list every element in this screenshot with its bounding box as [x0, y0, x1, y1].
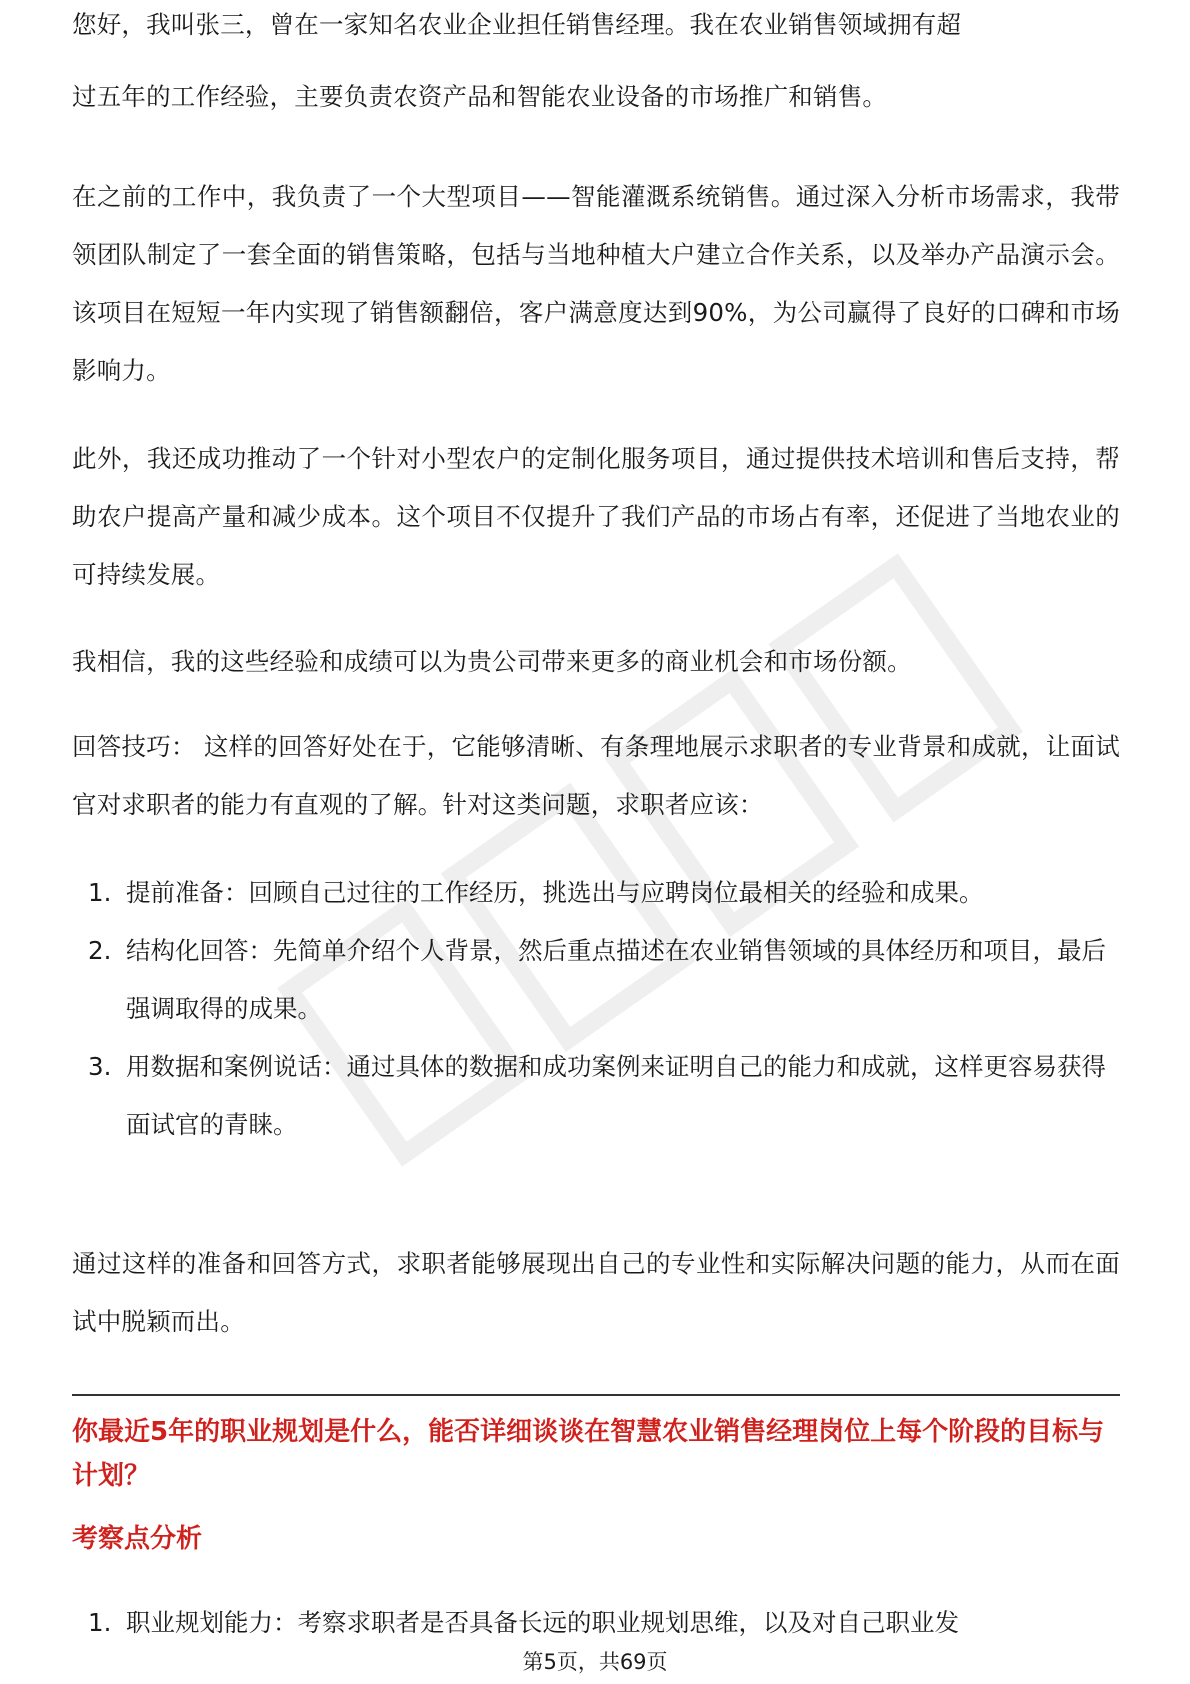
tips-list	[72, 864, 1120, 1154]
list-item-text: 职业规划能力：考察求职者是否具备长远的职业规划思维，以及对自己职业发	[126, 1608, 959, 1637]
paragraph-experience-summary: 过五年的工作经验，主要负责农资产品和智能农业设备的市场推广和销售。	[72, 82, 888, 111]
list-item	[72, 864, 1120, 922]
list-item	[72, 1038, 1120, 1154]
paragraph-conclusion: 通过这样的准备和回答方式，求职者能够展现出自己的专业性和实际解决问题的能力，从而在面试中脱颖而出。	[72, 1249, 1120, 1336]
paragraph-custom-service-project: 此外，我还成功推动了一个针对小型农户的定制化服务项目，通过提供技术培训和售后支持，帮助农户提高产量和减少成本。这个项目不仅提升了我们产品的市场占有率，还促进了当地农业的可持续发展。	[72, 444, 1120, 589]
analysis-list	[72, 1594, 1120, 1652]
list-item	[72, 1594, 1120, 1652]
list-item-text: 提前准备：回顾自己过往的工作经历，挑选出与应聘岗位最相关的经验和成果。	[126, 878, 984, 907]
paragraph-closing-statement: 我相信，我的这些经验和成绩可以为贵公司带来更多的商业机会和市场份额。	[72, 647, 912, 676]
list-item	[72, 922, 1120, 1038]
top-cut-line	[72, 10, 1120, 62]
paragraph-answer-tips: 回答技巧： 这样的回答好处在于，它能够清晰、有条理地展示求职者的专业背景和成就，让面试官对求职者的能力有直观的了解。针对这类问题，求职者应该：	[72, 732, 1120, 819]
paragraph-irrigation-project: 在之前的工作中，我负责了一个大型项目——智能灌溉系统销售。通过深入分析市场需求，我带领团队制定了一套全面的销售策略，包括与当地种植大户建立合作关系，以及举办产品演示会。该项目在短短一年内实现了销售额翻倍，客户满意度达到90%，为公司赢得了良好的口碑和市场影响力。	[72, 182, 1120, 385]
list-number: 1.	[88, 878, 112, 907]
section-heading: 考察点分析	[72, 1524, 203, 1554]
list-number: 2.	[88, 936, 112, 965]
section-divider	[72, 1394, 1120, 1396]
page-footer: 第5页，共69页	[522, 1650, 668, 1674]
list-number: 1.	[88, 1608, 112, 1637]
list-item-text: 用数据和案例说话：通过具体的数据和成功案例来证明自己的能力和成就，这样更容易获得面试官的青睐。	[126, 1052, 1106, 1139]
list-number: 3.	[88, 1052, 112, 1081]
top-cut-text: 您好，我叫张三，曾在一家知名农业企业担任销售经理。我在农业销售领域拥有超	[72, 10, 962, 39]
list-item-text: 结构化回答：先简单介绍个人背景，然后重点描述在农业销售领域的具体经历和项目，最后强调取得的成果。	[126, 936, 1106, 1023]
interview-question: 你最近5年的职业规划是什么，能否详细谈谈在智慧农业销售经理岗位上每个阶段的目标与计划？	[72, 1417, 1105, 1491]
